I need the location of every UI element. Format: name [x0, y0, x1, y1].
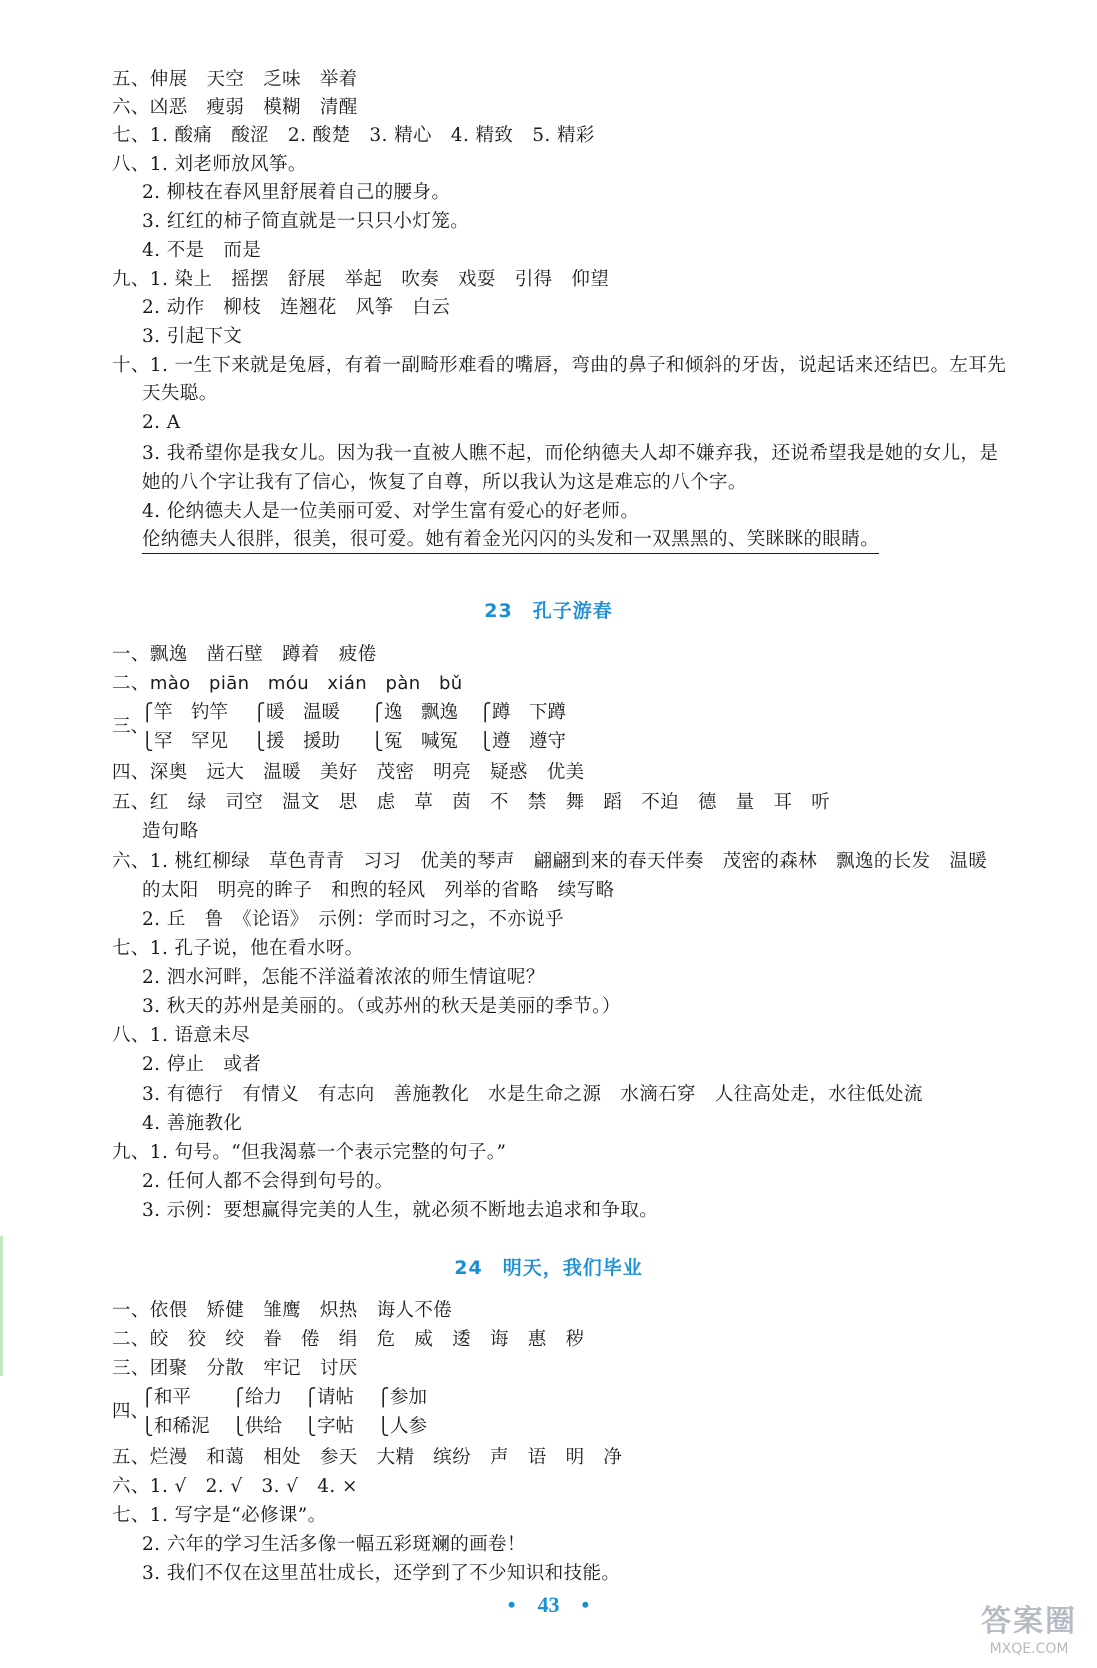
- brace-6: ⎧ ⎩: [233, 1388, 244, 1437]
- s23-g2-a: 暖 温暖: [266, 702, 341, 723]
- answer-line-10-4: 4. 伦纳德夫人是一位美丽可爱、对学生富有爱心的好老师。: [142, 501, 640, 522]
- s24-g1-a: 和平: [154, 1387, 192, 1408]
- s23-line-2: [112, 670, 463, 698]
- s23-line-6-2: 2. 丘 鲁 《论语》 示例：学而时习之，不亦说乎: [142, 909, 565, 930]
- s23-line-8-3: 3. 有德行 有情义 有志向 善施教化 水是生命之源 水滴石穿 人往高处走，水往低处流: [142, 1084, 923, 1105]
- watermark-url: MXQE.COM: [989, 1641, 1069, 1657]
- answer-line-8: 八、1. 刘老师放风筝。: [112, 154, 307, 175]
- s24-g4-b: 人参: [390, 1416, 428, 1437]
- s23-line-4: 四、深奥 远大 温暖 美好 茂密 明亮 疑惑 优美: [112, 762, 585, 783]
- answer-line-8-4: 4. 不是 而是: [142, 240, 262, 261]
- s24-g1-b: 和稀泥: [154, 1416, 210, 1437]
- section-title-24: 24 明天，我们毕业: [454, 1257, 643, 1279]
- s23-line-8: 八、1. 语意未尽: [112, 1025, 251, 1046]
- s24-line-4-prefix: 四、: [112, 1401, 150, 1422]
- watermark: [969, 1604, 1089, 1662]
- s23-g3-b: 冤 喊冤: [384, 731, 459, 752]
- s23-g3-a: 逸 飘逸: [384, 702, 459, 723]
- brace-1: ⎧ ⎩: [142, 703, 153, 752]
- s23-line-7-2: 2. 泗水河畔，怎能不洋溢着浓浓的师生情谊呢？: [142, 967, 545, 988]
- s23-pinyin: mào piān móu xián pàn bǔ: [149, 673, 463, 694]
- s23-line-7: 七、1. 孔子说，他在看水呀。: [112, 938, 364, 959]
- s23-line-2-prefix: 二、: [112, 673, 150, 694]
- answer-line-8-2: 2. 柳枝在春风里舒展着自己的腰身。: [142, 182, 451, 203]
- s24-line-5: 五、烂漫 和蔼 相处 参天 大精 缤纷 声 语 明 净: [112, 1447, 623, 1468]
- s23-g4-b: 遵 遵守: [492, 731, 567, 752]
- answer-line-10-4-underlined: 伦纳德夫人很胖，很美，很可爱。她有着金光闪闪的头发和一双黑黑的、笑眯眯的眼睛。: [142, 527, 879, 554]
- s23-line-8-2: 2. 停止 或者: [142, 1054, 262, 1075]
- s24-line-3: 三、团聚 分散 牢记 讨厌: [112, 1358, 358, 1379]
- answer-line-6: 六、凶恶 瘦弱 模糊 清醒: [112, 97, 358, 118]
- s24-g4-a: 参加: [390, 1387, 428, 1408]
- watermark-logo: 答案圈: [981, 1604, 1077, 1639]
- answer-line-7: 七、1. 酸痛 酸涩 2. 酸楚 3. 精心 4. 精致 5. 精彩: [112, 125, 595, 146]
- s24-g3-b: 字帖: [317, 1416, 355, 1437]
- s24-line-6: 六、1. √ 2. √ 3. √ 4. ×: [112, 1476, 358, 1497]
- brace-2: ⎧ ⎩: [254, 703, 265, 752]
- s23-g4-a: 蹲 下蹲: [492, 702, 567, 723]
- brace-3: ⎧ ⎩: [372, 703, 383, 752]
- page-number: • 43 •: [507, 1592, 590, 1617]
- s23-line-5: 五、红 绿 司空 温文 思 虑 草 茵 不 禁 舞 蹈 不迫 德 量 耳 听: [112, 792, 831, 813]
- answer-line-10-3-cont: 她的八个字让我有了信心，恢复了自尊，所以我认为这是难忘的八个字。: [142, 472, 747, 493]
- brace-7: ⎧ ⎩: [305, 1388, 316, 1437]
- answer-line-5: 五、伸展 天空 乏味 举着: [112, 69, 358, 90]
- s23-line-9: 九、1. 句号。“但我渴慕一个表示完整的句子。”: [112, 1142, 507, 1163]
- brace-4: ⎧ ⎩: [480, 703, 491, 752]
- s23-line-1: 一、飘逸 凿石壁 蹲着 疲倦: [112, 644, 377, 665]
- brace-8: ⎧ ⎩: [378, 1388, 389, 1437]
- s24-g2-b: 供给: [245, 1416, 283, 1437]
- s23-line-8-4: 4. 善施教化: [142, 1113, 243, 1134]
- s23-line-6: 六、1. 桃红柳绿 草色青青 习习 优美的琴声 翩翩到来的春天伴奏 茂密的森林 飘逸的长发 温暖: [112, 851, 988, 872]
- s24-g2-a: 给力: [245, 1387, 283, 1408]
- s23-line-7-3: 3. 秋天的苏州是美丽的。（或苏州的秋天是美丽的季节。）: [142, 996, 621, 1017]
- s24-line-1: 一、依偎 矫健 雏鹰 炽热 诲人不倦: [112, 1300, 453, 1321]
- answer-line-8-3: 3. 红红的柿子简直就是一只只小灯笼。: [142, 211, 470, 232]
- answer-line-9-3: 3. 引起下文: [142, 326, 243, 347]
- s24-line-7: 七、1. 写字是“必修课”。: [112, 1505, 327, 1526]
- s23-line-5-cont: 造句略: [142, 821, 199, 842]
- s23-line-3-prefix: 三、: [112, 716, 150, 737]
- section-title-23: 23 孔子游春: [484, 600, 613, 622]
- answer-line-10-3: 3. 我希望你是我女儿。因为我一直被人瞧不起，而伦纳德夫人却不嫌弃我，还说希望我是她的女儿，是: [142, 443, 999, 464]
- s23-g1-a: 竿 钓竿: [154, 702, 229, 723]
- s23-line-9-3: 3. 示例：要想赢得完美的人生，就必须不断地去追求和争取。: [142, 1200, 659, 1221]
- s23-line-9-2: 2. 任何人都不会得到句号的。: [142, 1171, 394, 1192]
- answer-line-10-2: 2. A: [142, 412, 181, 433]
- answer-line-9: 九、1. 染上 摇摆 舒展 举起 吹奏 戏耍 引得 仰望: [112, 269, 610, 290]
- scan-edge-mark: [0, 1236, 3, 1376]
- answer-line-9-2: 2. 动作 柳枝 连翘花 风筝 白云: [142, 297, 451, 318]
- s23-g2-b: 援 援助: [266, 731, 341, 752]
- s24-line-2: 二、皎 狡 绞 眷 倦 绢 危 威 逶 诲 惠 秽: [112, 1329, 585, 1350]
- s23-line-6-cont: 的太阳 明亮的眸子 和煦的轻风 列举的省略 续写略: [142, 880, 615, 901]
- answer-line-10-cont: 天失聪。: [142, 383, 218, 404]
- s23-g1-b: 罕 罕见: [154, 731, 229, 752]
- s24-line-7-3: 3. 我们不仅在这里茁壮成长，还学到了不少知识和技能。: [142, 1563, 621, 1584]
- answer-line-10: 十、1. 一生下来就是兔唇，有着一副畸形难看的嘴唇，弯曲的鼻子和倾斜的牙齿，说起话来还结巴。左耳先: [112, 355, 1007, 376]
- brace-5: ⎧ ⎩: [142, 1388, 153, 1437]
- s24-g3-a: 请帖: [317, 1387, 355, 1408]
- s24-line-7-2: 2. 六年的学习生活多像一幅五彩斑斓的画卷！: [142, 1534, 526, 1555]
